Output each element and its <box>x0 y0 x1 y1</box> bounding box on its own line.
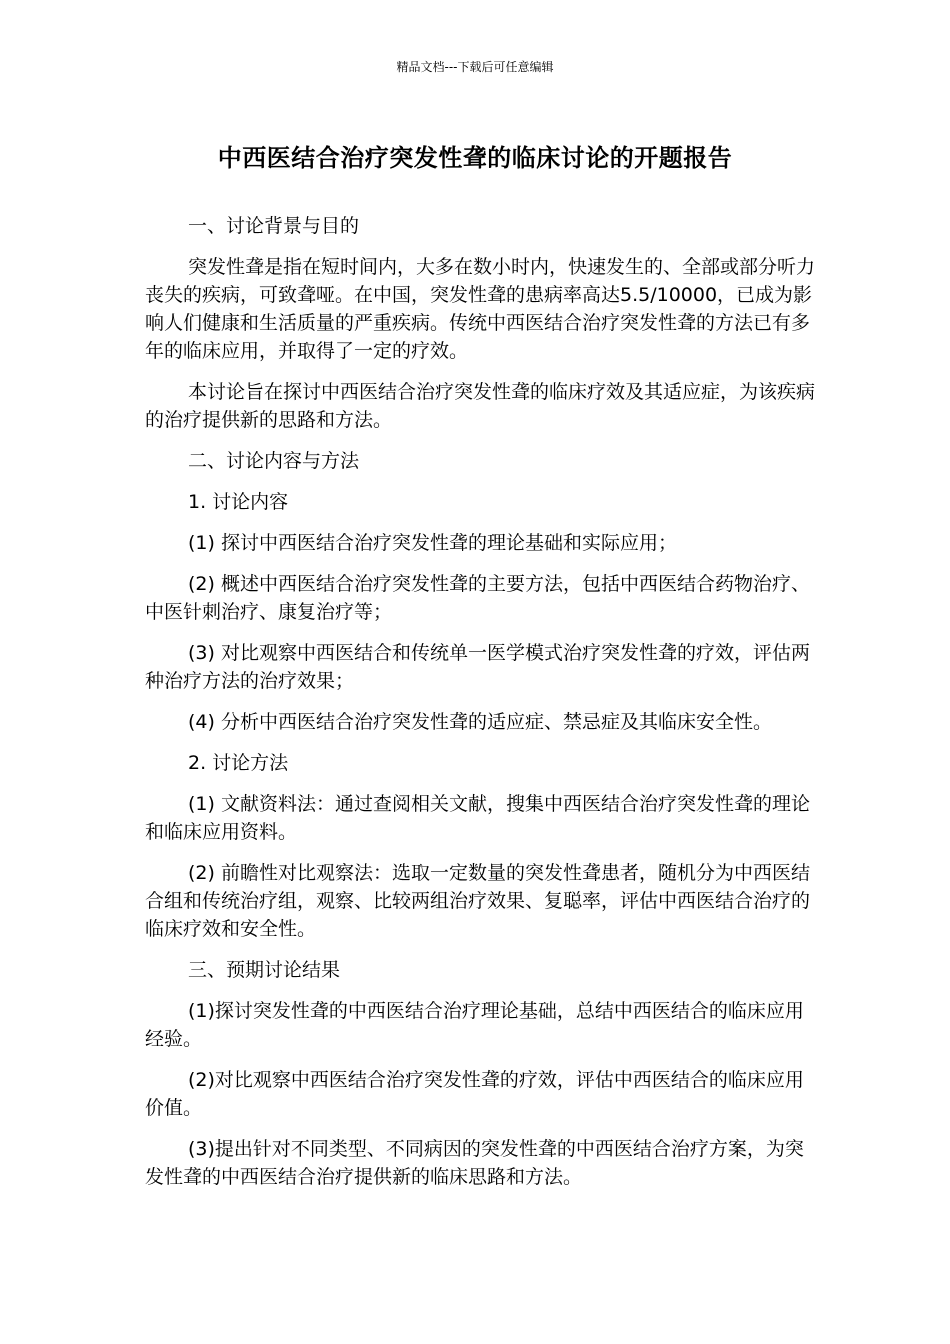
content-item-3: (3) 对比观察中西医结合和传统单一医学模式治疗突发性聋的疗效，评估两种治疗方法的治疗效果； <box>145 642 810 692</box>
section-heading-background: 一、讨论背景与目的 <box>188 215 360 237</box>
section-heading-content-methods: 二、讨论内容与方法 <box>188 450 360 472</box>
paragraph-background: 突发性聋是指在短时间内，大多在数小时内，快速发生的、全部或部分听力丧失的疾病，可致聋哑。在中国，突发性聋的患病率高达5.5/10000，已成为影响人们健康和生活质量的严重疾病。传统中西医结合治疗突发性聋的方法已有多年的临床应用，并取得了一定的疗效。 <box>145 256 816 362</box>
document-title: 中西医结合治疗突发性聋的临床讨论的开题报告 <box>217 144 733 172</box>
content-item-1: (1) 探讨中西医结合治疗突发性聋的理论基础和实际应用； <box>188 532 677 554</box>
content-item-4: (4) 分析中西医结合治疗突发性聋的适应症、禁忌症及其临床安全性。 <box>188 711 772 733</box>
result-item-1: (1)探讨突发性聋的中西医结合治疗理论基础，总结中西医结合的临床应用经验。 <box>145 1000 804 1050</box>
method-item-2: (2) 前瞻性对比观察法：选取一定数量的突发性聋患者，随机分为中西医结合组和传统治疗组，观察、比较两组治疗效果、复聪率，评估中西医结合治疗的临床疗效和安全性。 <box>145 862 811 940</box>
section-heading-expected-results: 三、预期讨论结果 <box>188 959 341 981</box>
paragraph-purpose: 本讨论旨在探讨中西医结合治疗突发性聋的临床疗效及其适应症，为该疾病的治疗提供新的思路和方法。 <box>145 381 816 431</box>
result-item-3: (3)提出针对不同类型、不同病因的突发性聋的中西医结合治疗方案，为突发性聋的中西医结合治疗提供新的临床思路和方法。 <box>145 1138 804 1188</box>
subheading-methods: 2. 讨论方法 <box>188 752 289 774</box>
method-item-1: (1) 文献资料法：通过查阅相关文献，搜集中西医结合治疗突发性聋的理论和临床应用资料。 <box>145 793 810 843</box>
subheading-content: 1. 讨论内容 <box>188 491 289 513</box>
result-item-2: (2)对比观察中西医结合治疗突发性聋的疗效，评估中西医结合的临床应用价值。 <box>145 1069 804 1119</box>
document-body <box>145 212 820 1204</box>
header-note: 精品文档---下载后可任意编辑 <box>396 60 554 74</box>
content-item-2: (2) 概述中西医结合治疗突发性聋的主要方法，包括中西医结合药物治疗、中医针刺治疗、康复治疗等； <box>145 573 810 623</box>
